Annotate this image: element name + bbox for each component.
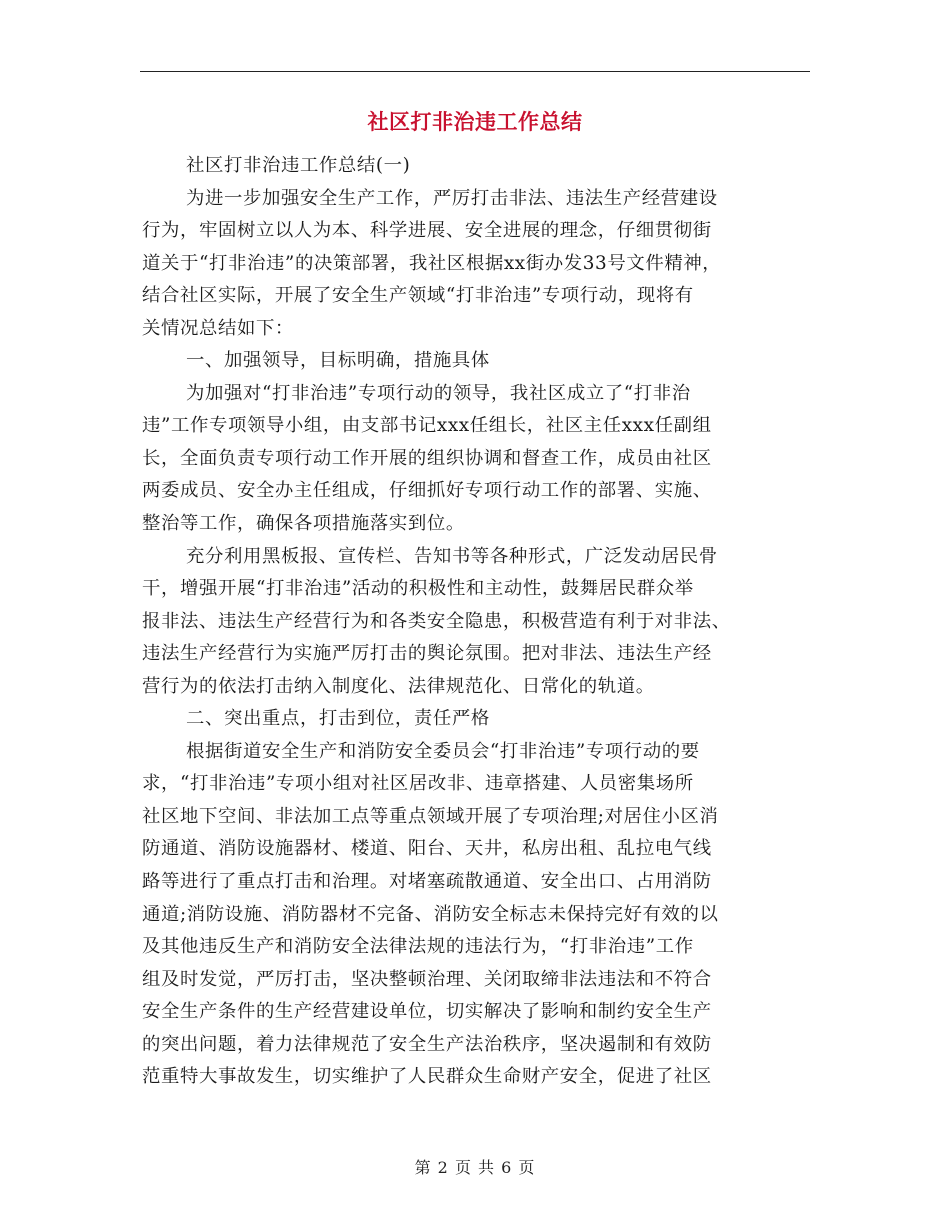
body-line: 结合社区实际，开展了安全生产领域“打非治违”专项行动，现将有 — [142, 285, 694, 307]
body-line: 求，“打非治违”专项小组对社区居改非、违章搭建、人员密集场所 — [142, 773, 694, 795]
section-heading: 二、突出重点，打击到位，责任严格 — [186, 708, 490, 730]
body-line: 长，全面负责专项行动工作开展的组织协调和督查工作，成员由社区 — [142, 447, 712, 469]
body-line: 路等进行了重点打击和治理。对堵塞疏散通道、安全出口、占用消防 — [142, 871, 712, 893]
body-line: 充分利用黑板报、宣传栏、告知书等各种形式，广泛发动居民骨 — [186, 545, 718, 567]
body-line: 报非法、违法生产经营行为和各类安全隐患，积极营造有利于对非法、 — [142, 610, 731, 632]
body-line: 防通道、消防设施器材、楼道、阳台、天井，私房出租、乱拉电气线 — [142, 838, 712, 860]
page-number: 第 2 页 共 6 页 — [414, 1158, 536, 1177]
body-line: 通道;消防设施、消防器材不完备、消防安全标志未保持完好有效的以 — [142, 903, 719, 925]
body-line: 两委成员、安全办主任组成，仔细抓好专项行动工作的部署、实施、 — [142, 480, 712, 502]
body-line: 行为，牢固树立以人为本、科学进展、安全进展的理念，仔细贯彻街 — [142, 220, 712, 242]
body-line: 道关于“打非治违”的决策部署，我社区根据xx街办发33号文件精神， — [142, 252, 722, 274]
body-line: 安全生产条件的生产经营建设单位，切实解决了影响和制约安全生产 — [142, 1001, 712, 1023]
document-body — [142, 150, 810, 1094]
body-line: 为进一步加强安全生产工作，严厉打击非法、违法生产经营建设 — [186, 187, 718, 209]
body-line: 违法生产经营行为实施严厉打击的舆论氛围。把对非法、违法生产经 — [142, 643, 712, 665]
body-line: 组及时发觉，严厉打击，坚决整顿治理、关闭取缔非法违法和不符合 — [142, 968, 712, 990]
header-rule — [140, 71, 810, 72]
body-line: 违”工作专项领导小组，由支部书记xxx任组长，社区主任xxx任副组 — [142, 415, 712, 437]
body-line: 营行为的依法打击纳入制度化、法律规范化、日常化的轨道。 — [142, 675, 655, 697]
body-line: 及其他违反生产和消防安全法律法规的违法行为，“打非治违”工作 — [142, 936, 694, 958]
document-title: 社区打非治违工作总结 — [367, 110, 583, 134]
body-line: 整治等工作，确保各项措施落实到位。 — [142, 513, 465, 535]
body-line: 为加强对“打非治违”专项行动的领导，我社区成立了“打非治 — [186, 382, 691, 404]
body-line: 的突出问题，着力法律规范了安全生产法治秩序，坚决遏制和有效防 — [142, 1033, 712, 1055]
section-heading: 一、加强领导，目标明确，措施具体 — [186, 350, 490, 372]
body-line: 干，增强开展“打非治违”活动的积极性和主动性，鼓舞居民群众举 — [142, 578, 694, 600]
subtitle-line: 社区打非治违工作总结(一) — [186, 155, 411, 176]
body-line: 根据街道安全生产和消防安全委员会“打非治违”专项行动的要 — [186, 740, 700, 762]
body-line: 关情况总结如下： — [142, 317, 294, 339]
body-line: 社区地下空间、非法加工点等重点领域开展了专项治理;对居住小区消 — [142, 805, 719, 827]
body-line: 范重特大事故发生，切实维护了人民群众生命财产安全，促进了社区 — [142, 1066, 712, 1088]
